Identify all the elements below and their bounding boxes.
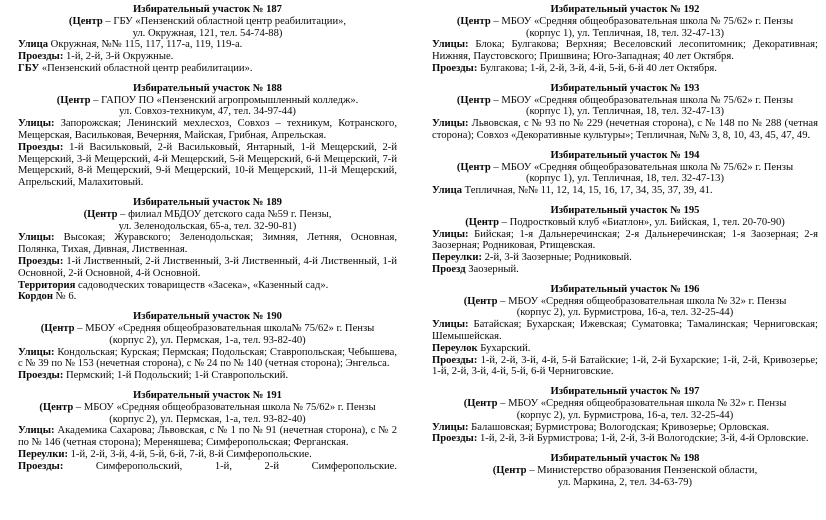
- precinct-center-line: (корпус 2), ул. Бурмистрова, 16-а, тел. 32-25-44): [516, 409, 734, 421]
- center-label: (Центр: [456, 94, 491, 106]
- precinct-section-192: [432, 4, 818, 75]
- precinct-paragraph: Проезды: 1-й Лиственный, 2-й Лиственный, 3-й Лиственный, 4-й Лиственный, 1-й Основной, 2-й Основной, 4-й Основной.: [18, 255, 397, 279]
- paragraph-label: Улицы:: [18, 425, 55, 437]
- center-label: (Центр: [465, 216, 500, 228]
- center-label: (Центр: [456, 15, 491, 27]
- precinct-center-line: (корпус 2), ул. Пермская, 1-а, тел. 93-82-40): [109, 334, 306, 346]
- precinct-section-198: [432, 453, 818, 488]
- precinct-paragraph: Улицы: Запорожская; Ленинский мехлесхоз, Совхоз – техникум, Котранского, Мещерская, Васильковая, Вечерняя, Майская, Грибная, Апрельская.: [18, 118, 397, 141]
- precinct-center-line: ул. Маркина, 2, тел. 34-63-79): [557, 476, 693, 488]
- precinct-paragraph: Улицы: Высокая; Журавского; Зеленодольская; Зимняя, Летняя, Основная, Полянка, Тихая, Дивная, Лиственная.: [18, 232, 397, 256]
- precinct-paragraph: Улицы: Львовская, с № 93 по № 229 (нечетная сторона), с № 148 по № 288 (четная сторона); Совхоз «Декоративные культуры»; Тепличная, №№ 3, 8, 10, 43, 45, 47, 49.: [432, 118, 818, 141]
- paragraph-label: Проезды:: [18, 370, 64, 382]
- precinct-section-195: [432, 205, 818, 276]
- paragraph-label: Проезды:: [432, 354, 478, 366]
- precinct-title: Избирательный участок № 194: [550, 149, 700, 161]
- paragraph-label: Проезды:: [432, 62, 478, 74]
- paragraph-label: Переулок: [432, 342, 478, 354]
- precinct-center-line: (Центр – МБОУ «Средняя общеобразовательная школа№ 75/62» г. Пензы: [40, 322, 375, 334]
- precinct-center-line: (корпус 2), ул. Пермская, 1-а, тел. 93-82-40): [109, 413, 306, 425]
- center-label: (Центр: [492, 464, 527, 476]
- precinct-title: Избирательный участок № 193: [550, 82, 700, 94]
- center-label: (Центр: [56, 94, 91, 106]
- precinct-center-line: (корпус 1), ул. Тепличная, 18, тел. 32-47-13): [525, 27, 725, 39]
- paragraph-label: Проезды:: [432, 433, 478, 445]
- precinct-center-line: (Центр – Подростковый клуб «Биатлон», ул. Бийская, 1, тел. 20-70-90): [465, 216, 785, 228]
- precinct-title: Избирательный участок № 189: [133, 196, 282, 208]
- precinct-paragraph: Улицы: Кондольская; Курская; Пермская; Подольская; Ставропольская; Чебышева, с № 39 по № 153 (нечетная сторона), с № 24 по № 140 (четная сторона); Энгельса.: [18, 346, 397, 370]
- precinct-section-188: [18, 83, 397, 189]
- precinct-paragraph: Кордон № 6.: [18, 291, 77, 303]
- precinct-paragraph: Проезды: Пермский; 1-й Подольский; 1-й Ставропольский.: [18, 370, 289, 382]
- precinct-paragraph: Проезд Заозерный.: [432, 263, 519, 275]
- paragraph-label: Улицы:: [432, 228, 469, 240]
- precinct-paragraph: Улица Окружная, №№ 115, 117, 117-а, 119, 119-а.: [18, 39, 243, 51]
- precinct-paragraph: Проезды: 1-й, 2-й, 3-й Окружные.: [18, 51, 174, 63]
- precinct-section-191: [18, 390, 397, 473]
- paragraph-label: Улицы:: [18, 232, 55, 244]
- precinct-center-line: (Центр – МБОУ «Средняя общеобразовательная школа № 75/62» г. Пензы: [39, 401, 376, 413]
- center-label: (Центр: [456, 161, 491, 173]
- precinct-section-190: [18, 311, 397, 382]
- paragraph-label: Улицы:: [18, 346, 55, 358]
- precinct-section-193: [432, 83, 818, 142]
- paragraph-label: Проезд: [432, 263, 466, 275]
- paragraph-label: Улицы:: [432, 39, 469, 51]
- precinct-paragraph: Улица Тепличная, №№ 11, 12, 14, 15, 16, 17, 34, 35, 37, 39, 41.: [432, 185, 713, 197]
- center-label: (Центр: [68, 15, 103, 27]
- precinct-title: Избирательный участок № 197: [550, 386, 700, 398]
- precinct-center-line: (Центр – МБОУ «Средняя общеобразовательная школа № 32» г. Пензы: [463, 397, 787, 409]
- precinct-title: Избирательный участок № 191: [133, 389, 282, 401]
- paragraph-label: Улицы:: [432, 421, 469, 433]
- precinct-section-187: [18, 4, 397, 75]
- center-label: (Центр: [83, 208, 118, 220]
- precinct-section-189: [18, 197, 397, 303]
- precinct-center-line: (Центр – филиал МБДОУ детского сада №59 г. Пензы,: [83, 208, 332, 220]
- precinct-center-line: (Центр – Министерство образования Пензенской области,: [492, 464, 758, 476]
- precinct-paragraph: Проезды: Булгакова; 1-й, 2-й, 3-й, 4-й, 5-й, 6-й 40 лет Октября.: [432, 62, 717, 74]
- precinct-center-line: (Центр – ГАПОУ ПО «Пензенский агропромышленный колледж».: [56, 94, 359, 106]
- precinct-center-line: (Центр – МБОУ «Средняя общеобразовательная школа № 32» г. Пензы: [463, 295, 787, 307]
- paragraph-label: Переулки:: [432, 252, 482, 264]
- precinct-title: Избирательный участок № 188: [133, 82, 282, 94]
- paragraph-label: Улицы:: [18, 118, 55, 130]
- paragraph-label: Кордон: [18, 291, 53, 303]
- precinct-center-line: (Центр – МБОУ «Средняя общеобразовательная школа № 75/62» г. Пензы: [456, 15, 794, 27]
- paragraph-label: Проезды:: [18, 141, 64, 153]
- precinct-section-196: [432, 284, 818, 378]
- paragraph-label: Проезды:: [18, 51, 64, 63]
- precinct-paragraph: Проезды: Симферопольский, 1-й, 2-й Симферопольские.: [18, 460, 397, 472]
- precinct-paragraph: Улицы: Батайская; Бухарская; Ижевская; Суматовка; Тамалинская; Черниговская; Шемышейская.: [432, 319, 818, 342]
- precinct-center-line: (Центр – ГБУ «Пензенский областной центр реабилитации»,: [68, 15, 347, 27]
- precinct-center-line: ул. Совхоз-техникум, 47, тел. 34-97-44): [119, 106, 296, 118]
- precinct-paragraph: Проезды: 1-й Васильковый, 2-й Васильковый, Янтарный, 1-й Мещерский, 2-й Мещерский, 3-й Мещерский, 4-й Мещерский, 5-й Мещерский, 6-й Мещерский, 7-й Мещерский, 8-й Мещерский, 9-й Мещерский, 10-й Мещерский, 11-й Мещерский, Апрельский, Малахитовый.: [18, 141, 397, 189]
- precinct-title: Избирательный участок № 198: [550, 453, 700, 465]
- right-column: [413, 0, 826, 520]
- precinct-paragraph: Переулки: 1-й, 2-й, 3-й, 4-й, 5-й, 6-й, 7-й, 8-й Симферопольские.: [18, 448, 312, 460]
- precinct-title: Избирательный участок № 196: [550, 283, 700, 295]
- precinct-title: Избирательный участок № 187: [133, 4, 282, 15]
- paragraph-label: Проезды:: [18, 255, 64, 267]
- paragraph-label: Улица: [432, 185, 463, 197]
- paragraph-label: Улицы:: [432, 319, 469, 331]
- precinct-center-line: ул. Окружная, 121, тел. 54-74-88): [132, 27, 283, 39]
- precinct-paragraph: Улицы: Академика Сахарова; Львовская, с № 1 по № 91 (нечетная сторона), с № 2 по № 146 (четная сторона); Мереняшева; Симферопольская; Ферганская.: [18, 425, 397, 449]
- center-label: (Центр: [40, 322, 75, 334]
- precinct-center-line: (Центр – МБОУ «Средняя общеобразовательная школа № 75/62» г. Пензы: [456, 94, 794, 106]
- precinct-paragraph: Переулок Бухарский.: [432, 342, 531, 354]
- precinct-center-line: (корпус 1), ул. Тепличная, 18, тел. 32-47-13): [525, 173, 725, 185]
- precinct-paragraph: ГБУ «Пензенский областной центр реабилитации».: [18, 62, 253, 74]
- precinct-title: Избирательный участок № 195: [550, 204, 700, 216]
- precinct-paragraph: Проезды: 1-й, 2-й, 3-й Бурмистрова; 1-й, 2-й, 3-й Вологодские; 3-й, 4-й Орловские.: [432, 433, 809, 445]
- precinct-paragraph: Улицы: Блока; Булгакова; Верхняя; Веселовский лесопитомник; Декоративная; Нижняя, Паустовского; Пришвина; Юго-Западная; 40 лет Октября.: [432, 39, 818, 63]
- paragraph-label: Улица: [18, 39, 49, 51]
- center-label: (Центр: [463, 295, 498, 307]
- precinct-title: Избирательный участок № 190: [133, 311, 282, 323]
- precinct-center-line: (Центр – МБОУ «Средняя общеобразовательная школа № 75/62» г. Пензы: [456, 161, 794, 173]
- precinct-section-197: [432, 386, 818, 445]
- precinct-center-line: (корпус 2), ул. Бурмистрова, 16-а, тел. 32-25-44): [516, 307, 734, 319]
- precinct-paragraph: Проезды: 1-й, 2-й, 3-й, 4-й, 5-й Батайские; 1-й, 2-й Бухарские; 1-й, 2-й, Кривозерье; 1-й, 2-й, 3-й, 4-й, 5-й, 6-й Черниговские.: [432, 354, 818, 378]
- precinct-center-line: (корпус 1), ул. Тепличная, 18, тел. 32-47-13): [525, 106, 725, 118]
- precinct-paragraph: Улицы: Бийская; 1-я Дальнеречинская; 2-я Дальнеречинская; 1-я Заозерная; 2-я Заозерная; Родниковая, Ртищевская.: [432, 228, 818, 252]
- paragraph-label: Переулки:: [18, 448, 68, 460]
- precinct-title: Избирательный участок № 192: [550, 4, 700, 15]
- paragraph-label: Проезды:: [18, 460, 64, 472]
- paragraph-label: ГБУ: [18, 62, 40, 74]
- precinct-paragraph: Территория садоводческих товариществ «Засека», «Казенный сад».: [18, 279, 329, 291]
- precinct-paragraph: Улицы: Балашовская; Бурмистрова; Вологодская; Кривозерье; Орловская.: [432, 421, 770, 433]
- center-label: (Центр: [39, 401, 74, 413]
- precinct-paragraph: Переулки: 2-й, 3-й Заозерные; Родниковый.: [432, 252, 632, 264]
- paragraph-label: Территория: [18, 279, 76, 291]
- precinct-section-194: [432, 150, 818, 197]
- center-label: (Центр: [463, 397, 498, 409]
- paragraph-label: Улицы:: [432, 118, 469, 130]
- precinct-center-line: ул. Зеленодольская, 65-а, тел. 32-90-81): [118, 220, 297, 232]
